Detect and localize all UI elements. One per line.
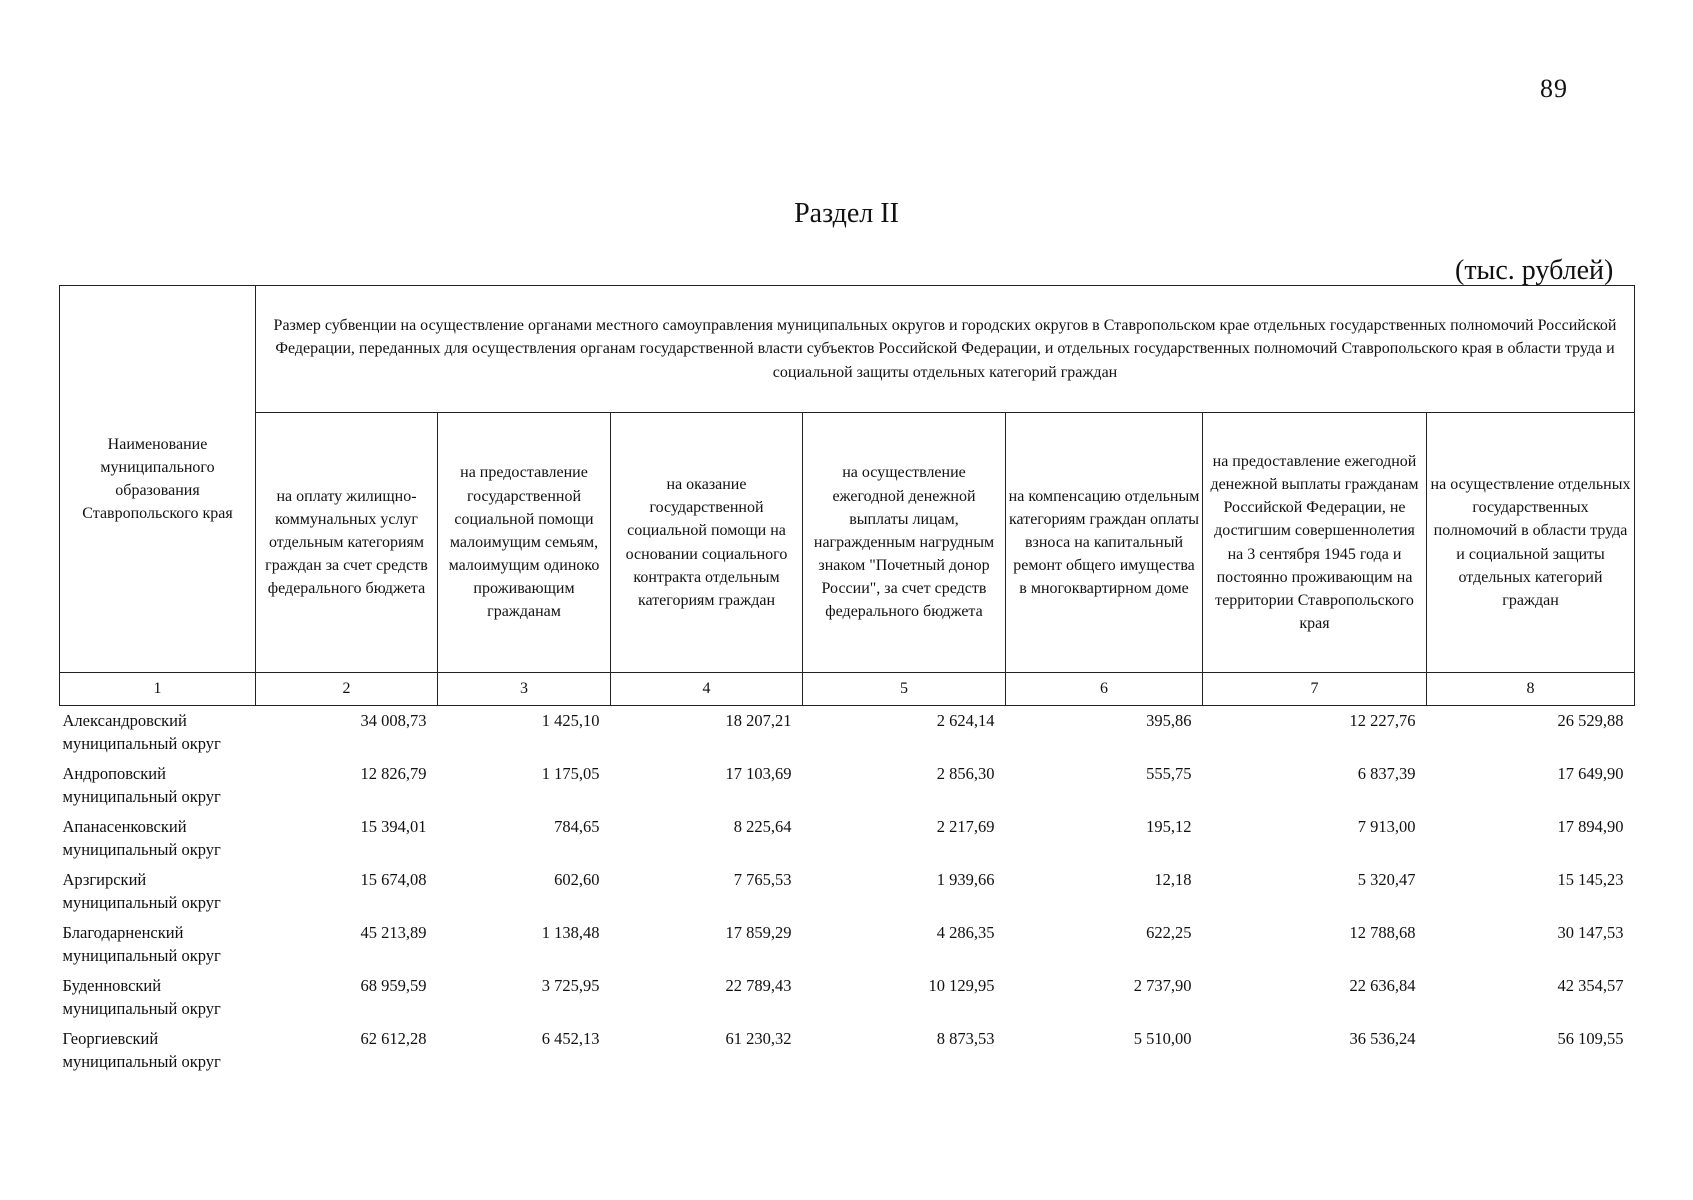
table-cell: 42 354,57 — [1557, 976, 1624, 995]
table-cell: 30 147,53 — [1557, 923, 1624, 942]
header-row-columns — [60, 413, 1635, 673]
table-cell: 1 138,48 — [541, 923, 600, 942]
table-cell: 17 859,29 — [725, 923, 792, 942]
header-row-top — [60, 286, 1635, 413]
table-cell: 2 217,69 — [936, 817, 995, 836]
table-cell: 7 765,53 — [733, 870, 792, 889]
table-row — [60, 812, 1635, 865]
table-cell: 15 674,08 — [360, 870, 427, 889]
table-cell: 555,75 — [1146, 764, 1192, 783]
column-header: на предоставление ежегодной денежной выплаты гражданам Российской Федерации, не достигшим совершеннолетия на 3 сентября 1945 года и постоянно проживающим на территории Ставропольского края — [1203, 413, 1427, 673]
table-cell: 62 612,28 — [360, 1029, 427, 1048]
table-cell: 61 230,32 — [725, 1029, 792, 1048]
column-number: 8 — [1427, 673, 1635, 706]
table-cell: 195,12 — [1146, 817, 1192, 836]
municipality-name: Апанасенковский муниципальный округ — [62, 817, 221, 859]
municipality-name: Андроповский муниципальный округ — [62, 764, 221, 806]
column-header: на осуществление отдельных государственных полномочий в области труда и социальной защиты отдельных категорий граждан — [1427, 413, 1635, 673]
table-cell: 5 320,47 — [1357, 870, 1416, 889]
table-row — [60, 865, 1635, 918]
table-cell: 45 213,89 — [360, 923, 427, 942]
column-number: 7 — [1203, 673, 1427, 706]
table-cell: 12,18 — [1154, 870, 1192, 889]
table-cell: 8 873,53 — [936, 1029, 995, 1048]
table-cell: 12 788,68 — [1349, 923, 1416, 942]
table-cell: 1 425,10 — [541, 711, 600, 730]
table-cell: 2 624,14 — [936, 711, 995, 730]
table-cell: 622,25 — [1146, 923, 1192, 942]
column-number-row — [60, 673, 1635, 706]
table-cell: 395,86 — [1146, 711, 1192, 730]
municipality-name: Благодарненский муниципальный округ — [62, 923, 221, 965]
table-cell: 6 452,13 — [541, 1029, 600, 1048]
table-cell: 1 175,05 — [541, 764, 600, 783]
table-cell: 68 959,59 — [360, 976, 427, 995]
table-row — [60, 759, 1635, 812]
column-header: на осуществление ежегодной денежной выплаты лицам, награжденным нагрудным знаком "Почетный донор России", за счет средств федерального бюджета — [803, 413, 1006, 673]
table-row — [60, 1024, 1635, 1077]
column-header: на оплату жилищно-коммунальных услуг отдельным категориям граждан за счет средств федерального бюджета — [256, 413, 438, 673]
table-row — [60, 918, 1635, 971]
section-title: Раздел II — [794, 198, 899, 229]
units-label: (тыс. рублей) — [1455, 255, 1614, 286]
municipality-name: Георгиевский муниципальный округ — [62, 1029, 221, 1071]
table-body — [60, 706, 1635, 1078]
subvention-size-header: Размер субвенции на осуществление органами местного самоуправления муниципальных округов и городских округов в Ставропольском крае отдельных государственных полномочий Российской Федерации, переданных для осуществления органам государственной власти субъектов Российской Федерации, и отдельных государственных полномочий Ставропольского края в области труда и социальной защиты отдельных категорий граждан — [256, 286, 1635, 413]
table-cell: 10 129,95 — [928, 976, 995, 995]
table-cell: 15 394,01 — [360, 817, 427, 836]
table-cell: 17 649,90 — [1557, 764, 1624, 783]
table-row — [60, 706, 1635, 760]
page-number: 89 — [1540, 74, 1568, 103]
table-cell: 15 145,23 — [1557, 870, 1624, 889]
table-cell: 12 227,76 — [1349, 711, 1416, 730]
table-cell: 26 529,88 — [1557, 711, 1624, 730]
table-cell: 22 636,84 — [1349, 976, 1416, 995]
table-cell: 34 008,73 — [360, 711, 427, 730]
table-cell: 2 737,90 — [1133, 976, 1192, 995]
table-cell: 8 225,64 — [733, 817, 792, 836]
column-number: 1 — [60, 673, 256, 706]
subvention-table — [59, 285, 1635, 1077]
table-cell: 12 826,79 — [360, 764, 427, 783]
table-row — [60, 971, 1635, 1024]
municipality-name: Александровский муниципальный округ — [62, 711, 221, 753]
table-cell: 36 536,24 — [1349, 1029, 1416, 1048]
column-number: 2 — [256, 673, 438, 706]
column-header: на компенсацию отдельным категориям граждан оплаты взноса на капитальный ремонт общего имущества в многоквартирном доме — [1006, 413, 1203, 673]
column-header: на оказание государственной социальной помощи на основании социального контракта отдельным категориям граждан — [611, 413, 803, 673]
table-cell: 3 725,95 — [541, 976, 600, 995]
table-cell: 784,65 — [554, 817, 600, 836]
table-cell: 1 939,66 — [936, 870, 995, 889]
table-cell: 17 103,69 — [725, 764, 792, 783]
column-number: 3 — [438, 673, 611, 706]
table-cell: 22 789,43 — [725, 976, 792, 995]
table-cell: 602,60 — [554, 870, 600, 889]
table-cell: 4 286,35 — [936, 923, 995, 942]
table-cell: 18 207,21 — [725, 711, 792, 730]
table-cell: 6 837,39 — [1357, 764, 1416, 783]
table-cell: 2 856,30 — [936, 764, 995, 783]
table-cell: 7 913,00 — [1357, 817, 1416, 836]
column-number: 4 — [611, 673, 803, 706]
municipality-name: Арзгирский муниципальный округ — [62, 870, 221, 912]
column-number: 6 — [1006, 673, 1203, 706]
table-cell: 56 109,55 — [1557, 1029, 1624, 1048]
table-cell: 5 510,00 — [1133, 1029, 1192, 1048]
table-cell: 17 894,90 — [1557, 817, 1624, 836]
municipality-name-header: Наименование муниципального образования Ставропольского края — [60, 286, 256, 673]
column-header: на предоставление государственной социальной помощи малоимущим семьям, малоимущим одиноко проживающим гражданам — [438, 413, 611, 673]
municipality-name: Буденновский муниципальный округ — [62, 976, 221, 1018]
column-number: 5 — [803, 673, 1006, 706]
